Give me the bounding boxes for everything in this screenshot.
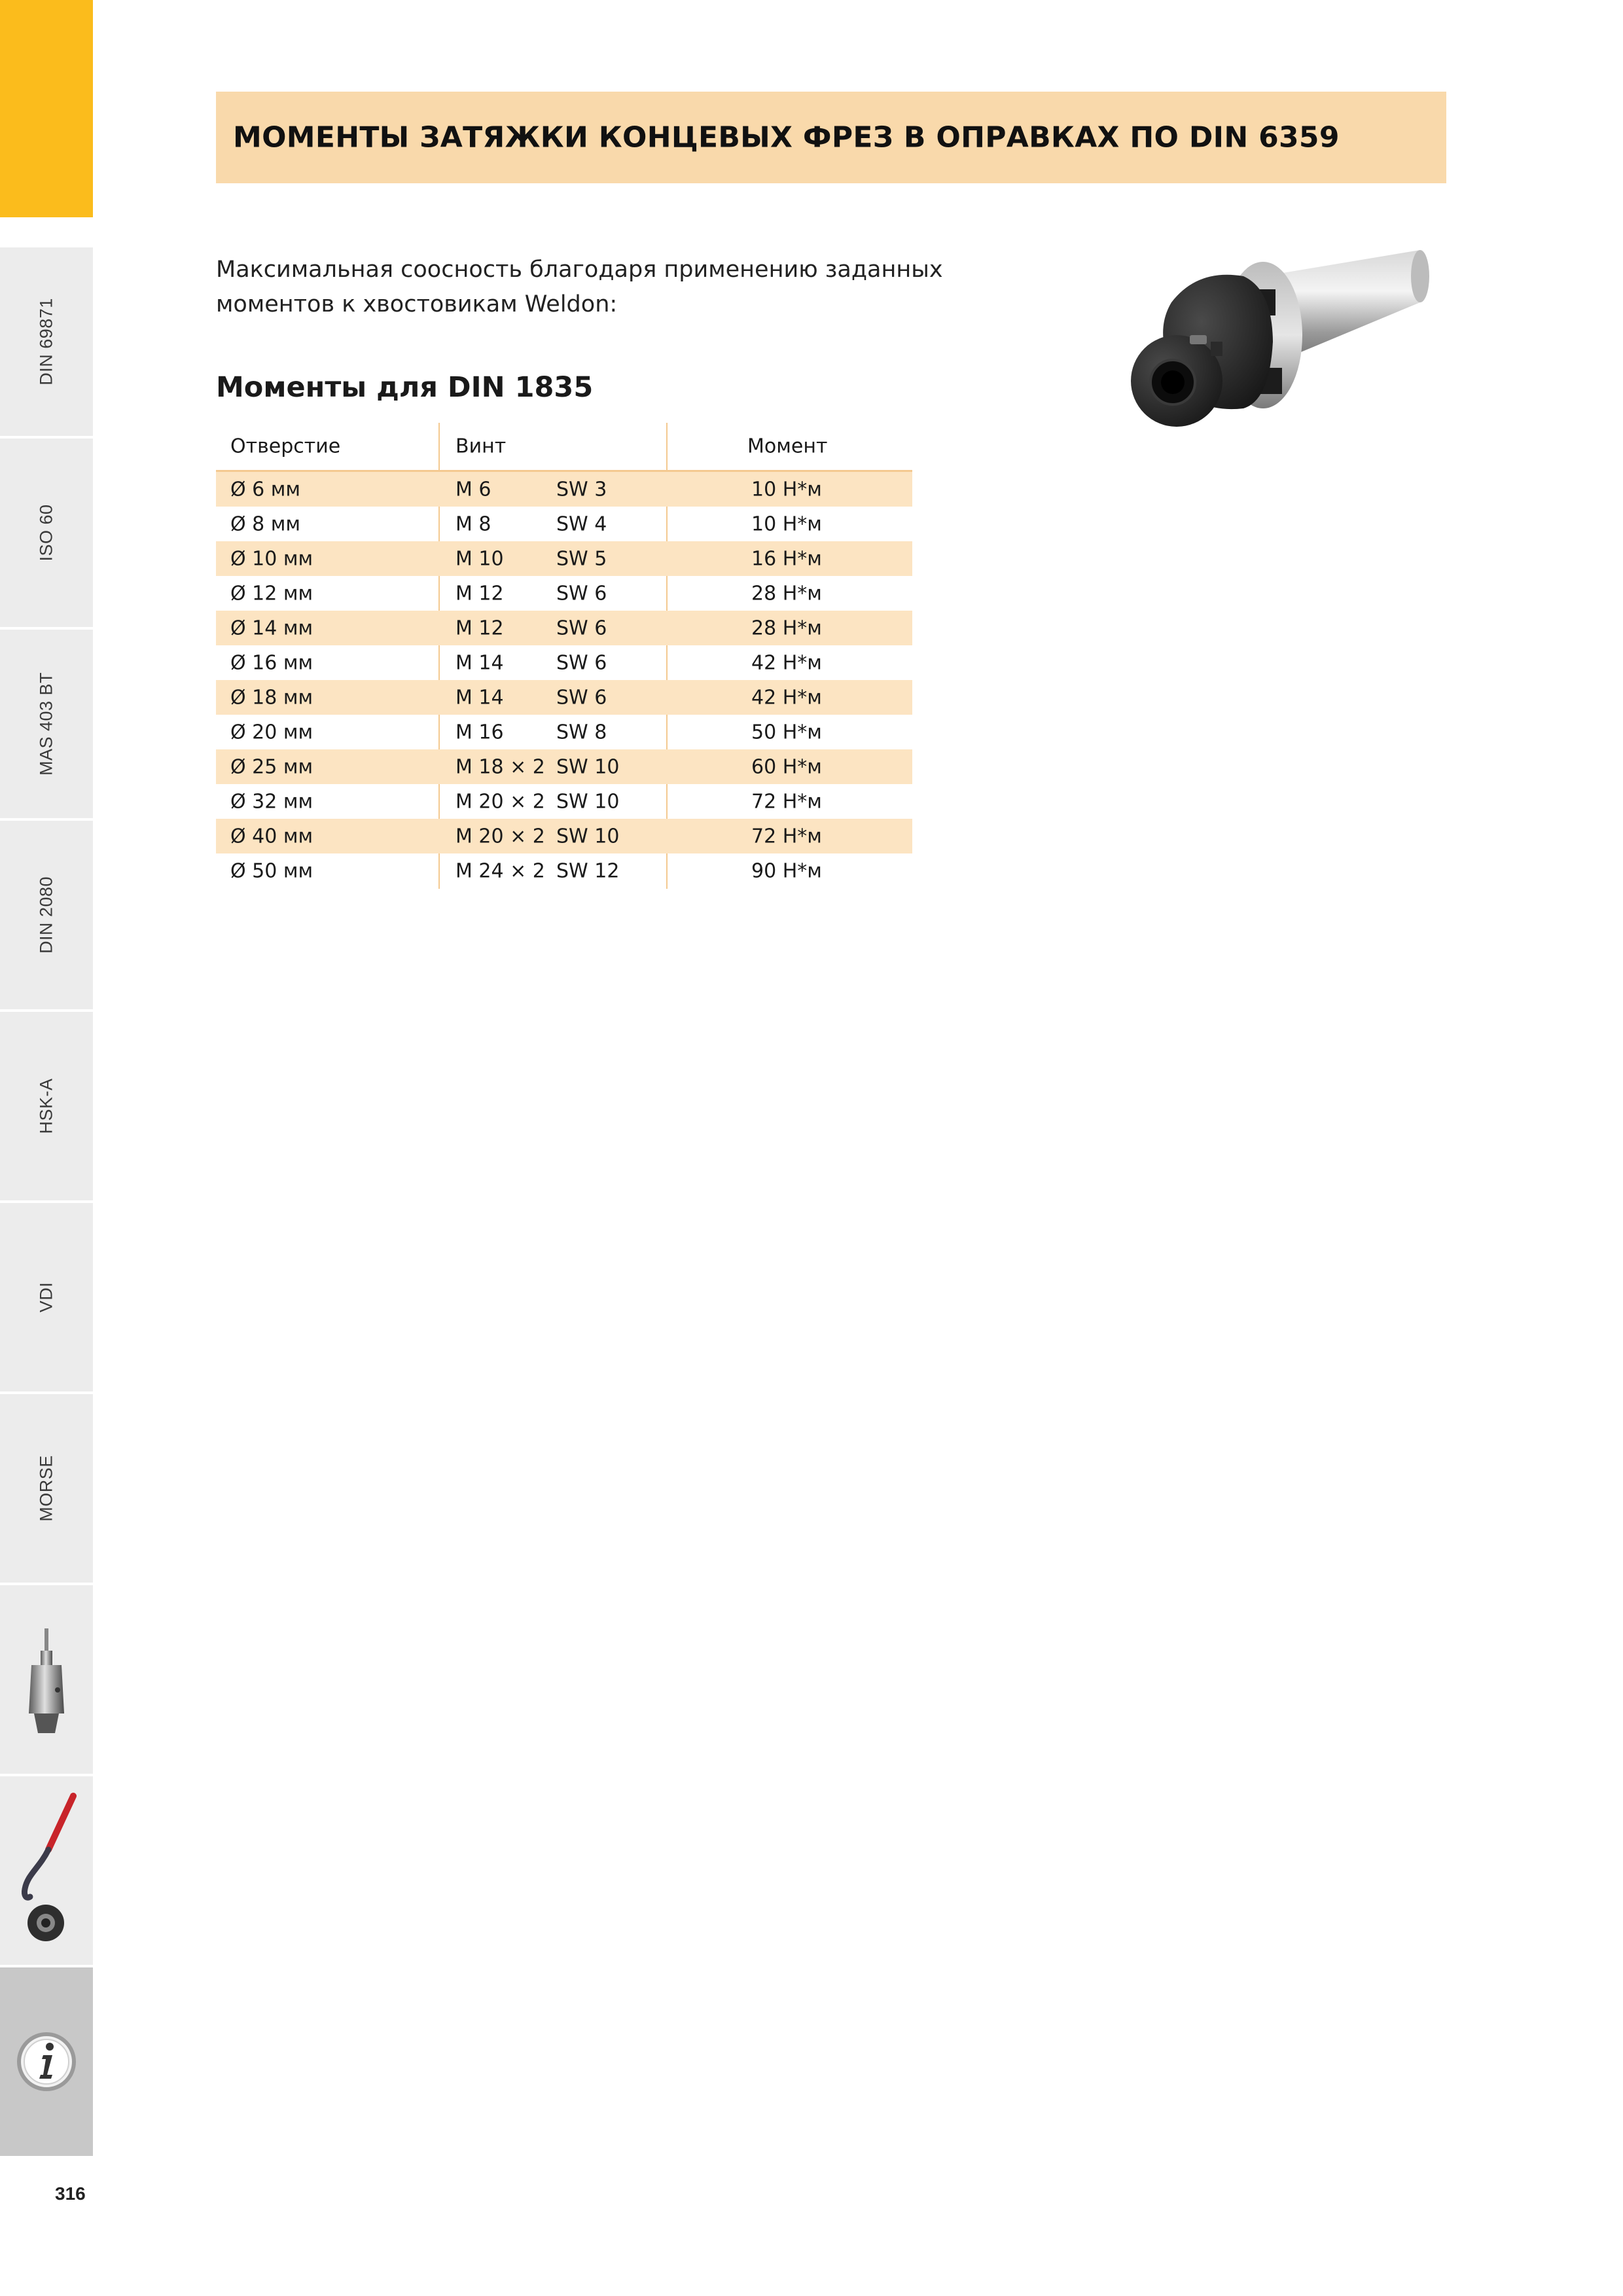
cell-sw: SW 10 [556, 790, 620, 813]
header-torque: Момент [747, 435, 828, 458]
table-row [216, 819, 912, 853]
cell-sw: SW 6 [556, 617, 607, 639]
table-header [216, 423, 912, 472]
table-row [216, 749, 912, 784]
cell-screw: M 20 × 2 [455, 825, 545, 848]
cell-screw: M 16 [455, 721, 504, 744]
sidebar-accent-block [0, 0, 93, 217]
tab-info[interactable] [0, 1965, 93, 2156]
tab-label: ISO 60 [36, 504, 56, 562]
table-row [216, 576, 912, 611]
cell-sw: SW 12 [556, 859, 620, 882]
tab-hsk-a[interactable] [0, 1010, 93, 1200]
tab-label: DIN 69871 [36, 298, 56, 386]
table-row [216, 853, 912, 888]
tool-holder-image [1113, 237, 1433, 473]
page-title: МОМЕНТЫ ЗАТЯЖКИ КОНЦЕВЫХ ФРЕЗ В ОПРАВКАХ ПО DIN 6359 [233, 120, 1340, 154]
cell-screw: M 6 [455, 478, 491, 501]
cell-bore: Ø 16 мм [230, 651, 313, 674]
cell-bore: Ø 32 мм [230, 790, 313, 813]
cell-screw: M 10 [455, 547, 504, 570]
cell-sw: SW 10 [556, 755, 620, 778]
table-row [216, 715, 912, 749]
tab-morse[interactable] [0, 1392, 93, 1583]
cell-screw: M 14 [455, 651, 504, 674]
title-band [216, 92, 1446, 183]
cell-sw: SW 6 [556, 651, 607, 674]
table-row [216, 541, 912, 576]
info-icon [0, 1967, 93, 2156]
cell-bore: Ø 20 мм [230, 721, 313, 744]
page-number: 316 [55, 2183, 86, 2204]
cell-screw: M 24 × 2 [455, 859, 545, 882]
table-row [216, 472, 912, 507]
cell-bore: Ø 14 мм [230, 617, 313, 639]
intro-line: Максимальная соосность благодаря применению заданных [216, 257, 943, 283]
tab-drill-chuck[interactable] [0, 1583, 93, 1774]
tab-label: MAS 403 BT [36, 672, 56, 776]
cell-bore: Ø 40 мм [230, 825, 313, 848]
table-row [216, 645, 912, 680]
header-screw: Винт [455, 435, 507, 458]
cell-sw: SW 8 [556, 721, 607, 744]
cell-screw: M 20 × 2 [455, 790, 545, 813]
cell-torque: 90 Н*м [751, 859, 822, 882]
cell-screw: M 12 [455, 617, 504, 639]
table-row [216, 611, 912, 645]
cell-bore: Ø 10 мм [230, 547, 313, 570]
cell-bore: Ø 18 мм [230, 686, 313, 709]
table-row [216, 507, 912, 541]
cell-screw: M 14 [455, 686, 504, 709]
cell-sw: SW 6 [556, 686, 607, 709]
cell-bore: Ø 6 мм [230, 478, 301, 501]
cell-torque: 16 Н*м [751, 547, 822, 570]
cell-sw: SW 5 [556, 547, 607, 570]
cell-sw: SW 10 [556, 825, 620, 848]
tab-wrench[interactable] [0, 1774, 93, 1965]
cell-torque: 60 Н*м [751, 755, 822, 778]
tab-vdi[interactable] [0, 1201, 93, 1391]
hook-wrench-icon [0, 1776, 93, 1965]
cell-torque: 10 Н*м [751, 512, 822, 535]
table-row [216, 680, 912, 715]
cell-torque: 50 Н*м [751, 721, 822, 744]
cell-sw: SW 3 [556, 478, 607, 501]
tab-din-2080[interactable] [0, 819, 93, 1009]
cell-torque: 72 Н*м [751, 825, 822, 848]
cell-sw: SW 6 [556, 582, 607, 605]
tab-iso-60[interactable] [0, 437, 93, 627]
cell-bore: Ø 12 мм [230, 582, 313, 605]
intro-line: моментов к хвостовикам Weldon: [216, 291, 618, 317]
drill-chuck-icon [0, 1585, 93, 1774]
tab-label: HSK-A [36, 1078, 56, 1134]
tab-label: VDI [36, 1282, 56, 1313]
cell-bore: Ø 50 мм [230, 859, 313, 882]
cell-torque: 10 Н*м [751, 478, 822, 501]
cell-torque: 72 Н*м [751, 790, 822, 813]
intro-text [216, 253, 969, 322]
cell-sw: SW 4 [556, 512, 607, 535]
cell-screw: M 8 [455, 512, 491, 535]
cell-bore: Ø 8 мм [230, 512, 301, 535]
tab-label: MORSE [36, 1455, 56, 1522]
cell-bore: Ø 25 мм [230, 755, 313, 778]
table-row [216, 784, 912, 819]
cell-torque: 28 Н*м [751, 582, 822, 605]
cell-torque: 42 Н*м [751, 686, 822, 709]
cell-screw: M 12 [455, 582, 504, 605]
cell-screw: M 18 × 2 [455, 755, 545, 778]
tab-din-69871[interactable] [0, 245, 93, 436]
section-subtitle: Моменты для DIN 1835 [216, 371, 594, 404]
header-bore: Отверстие [230, 435, 341, 458]
cell-torque: 42 Н*м [751, 651, 822, 674]
tab-label: DIN 2080 [36, 876, 56, 954]
sidebar [0, 0, 93, 2153]
cell-torque: 28 Н*м [751, 617, 822, 639]
tab-mas-403-bt[interactable] [0, 628, 93, 818]
torque-table [216, 423, 912, 888]
